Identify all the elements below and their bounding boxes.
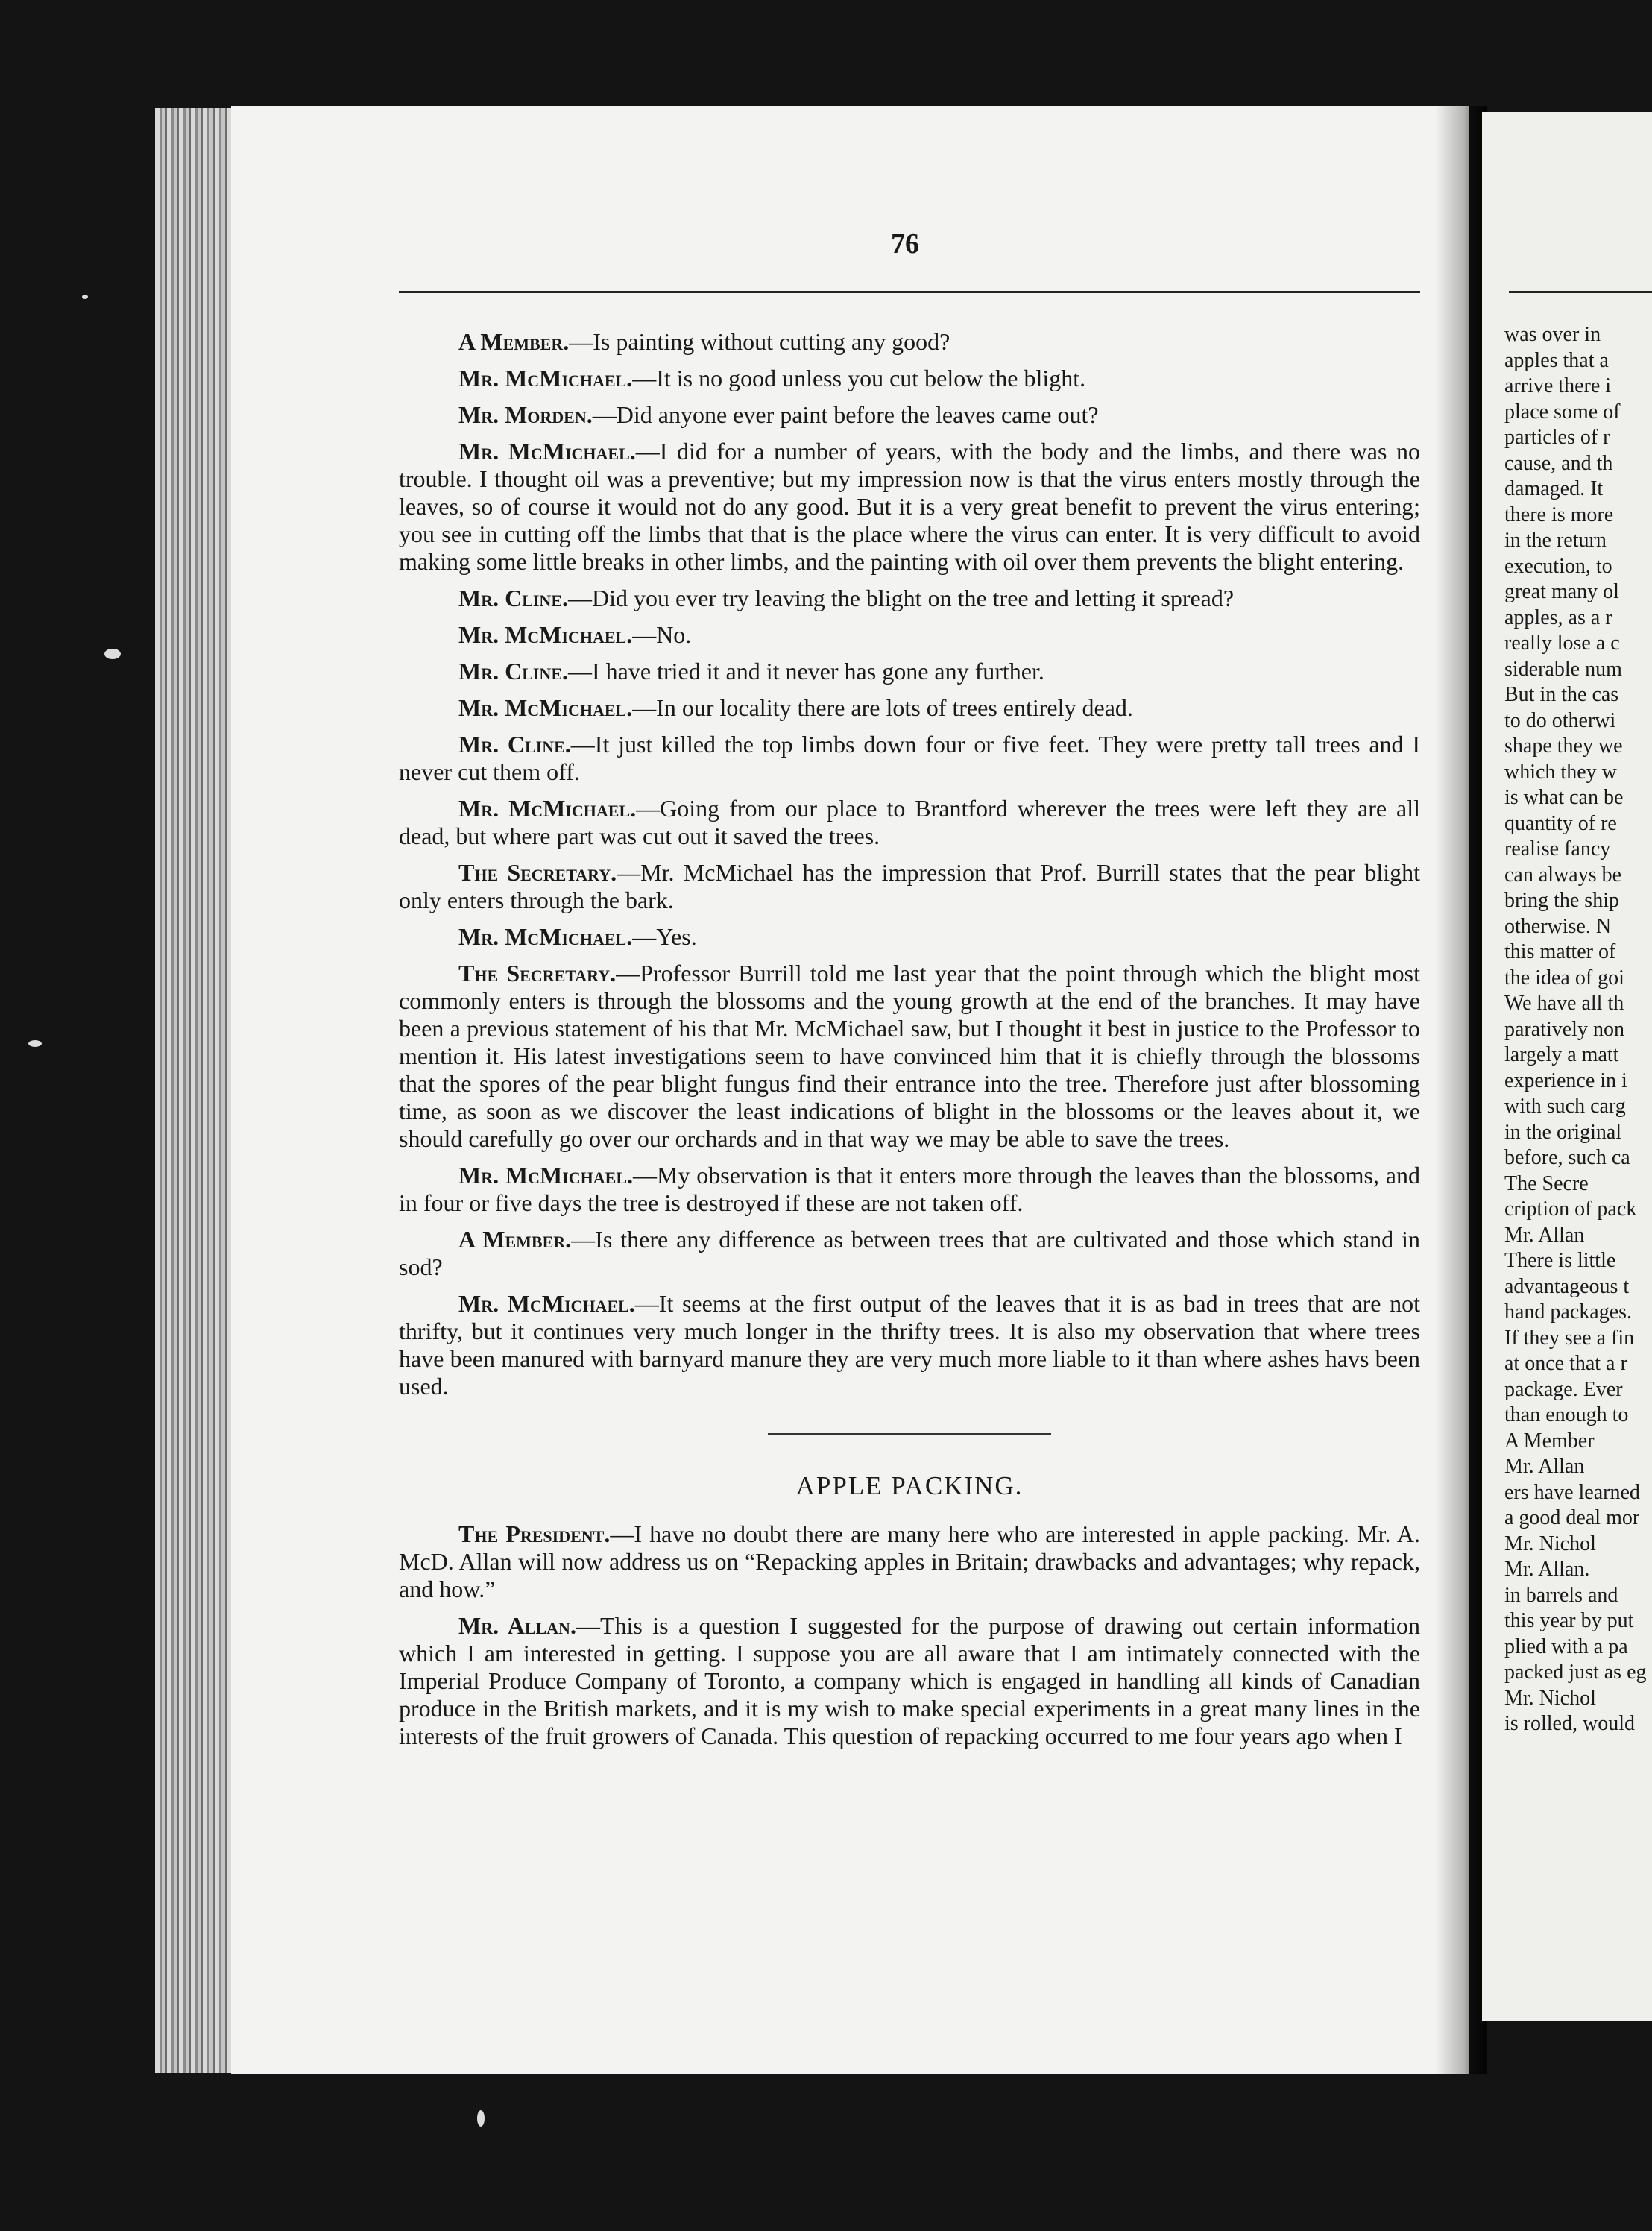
right-page-line: than enough to [1504, 1403, 1629, 1426]
section-heading: APPLE PACKING. [795, 1471, 1024, 1500]
speaker-name: Mr. McMichael. [458, 923, 633, 950]
right-page-line: Mr. Allan. [1504, 1558, 1590, 1581]
dialogue-paragraph [399, 960, 1420, 1153]
right-page-line: which they w [1504, 760, 1617, 784]
dialogue-paragraph [399, 923, 1420, 951]
speaker-name: The President. [458, 1520, 611, 1547]
right-page-line: the idea of goi [1504, 966, 1624, 989]
right-page-line: at once that a r [1504, 1352, 1627, 1375]
right-page-line: If they see a fin [1504, 1326, 1635, 1350]
right-page-line: apples, as a r [1504, 605, 1612, 629]
paragraph-text: —It seems at the first output of the leaves that it is as bad in trees that are not thrifty, but it continues very much longer in the thrifty trees. It is also my observation that where trees have been manured with barnyard manure they are very much more liable to it than where ashes havs been used. [399, 1290, 1420, 1400]
paragraph-text: —Going from our place to Brantford wherever the trees were left they are all dead, but where part was cut out it saved the trees. [399, 795, 1421, 849]
dialogue-paragraph [399, 1162, 1420, 1217]
paragraph-text: —I have tried it and it never has gone any further. [568, 658, 1044, 685]
paragraph-text: —Professor Burrill told me last year that the point through which the blight most commonly enters is through the blossoms and the young growth at the end of the branches. It may have been a previous statement of his that Mr. McMichael saw, but I thought it best in justice to the Professor to mention it. His latest investigations seem to have convinced him that it is chiefly through the blossoms that the spores of the pear blight fungus find their entrance into the tree. Therefore just after blossoming time, as soon as we discover the least indications of blight in the blossoms or the leaves about it, we should carefully go over our orchards and in that way we may be able to save the trees. [399, 960, 1421, 1152]
speaker-name: Mr. Cline. [458, 658, 568, 685]
scan-speck [28, 1040, 42, 1047]
right-page-rule [1509, 291, 1652, 293]
speaker-name: Mr. McMichael. [458, 1162, 634, 1189]
right-page-line: in the original [1504, 1120, 1622, 1144]
right-page-line: We have all th [1504, 992, 1624, 1015]
right-page-line: plied with a pa [1504, 1634, 1628, 1658]
dialogue-paragraph [399, 438, 1420, 576]
right-page-line: largely a matt [1504, 1043, 1619, 1066]
dialogue-paragraph [399, 1290, 1420, 1400]
right-page-line: particles of r [1504, 426, 1610, 449]
right-page-line: The Secre [1504, 1171, 1589, 1195]
right-page-line: experience in i [1504, 1069, 1627, 1092]
book-gutter [1435, 106, 1487, 2074]
right-page-line: with such carg [1504, 1095, 1626, 1118]
speaker-name: Mr. Allan. [458, 1612, 576, 1639]
right-page-text [1504, 322, 1652, 1737]
right-page-line: ers have learned [1504, 1480, 1640, 1504]
dialogue-paragraph [399, 1612, 1420, 1750]
section-divider [768, 1433, 1051, 1435]
paragraph-text: —Mr. McMichael has the impression that Prof. Burrill states that the pear blight only enters through the bark. [399, 859, 1420, 913]
paragraph-text: —Yes. [632, 923, 697, 950]
section-paragraphs [399, 1520, 1420, 1750]
right-page-line: in the return [1504, 529, 1607, 552]
dialogue-paragraph [399, 731, 1420, 786]
right-page-line: was over in [1504, 323, 1601, 346]
paragraph-text: —It is no good unless you cut below the blight. [632, 365, 1086, 391]
right-page-line: there is more [1504, 503, 1614, 526]
dialogue-paragraph [399, 1520, 1420, 1603]
speaker-name: Mr. Cline. [458, 585, 568, 611]
right-page-line: this year by put [1504, 1609, 1634, 1632]
dialogue-paragraph [399, 1226, 1420, 1281]
right-page-line: arrive there i [1504, 374, 1612, 397]
right-page-line: shape they we [1504, 734, 1623, 758]
header-rule [399, 291, 1420, 293]
right-page-line: hand packages. [1504, 1300, 1633, 1324]
right-page-line: advantageous t [1504, 1274, 1630, 1298]
dialogue-paragraph [399, 585, 1420, 612]
speaker-name: Mr. McMichael. [458, 1290, 635, 1317]
right-page-line: realise fancy [1504, 837, 1611, 860]
right-page-line: execution, to [1504, 554, 1612, 578]
right-page-line: Mr. Allan [1504, 1223, 1585, 1247]
right-page-line: package. Ever [1504, 1377, 1623, 1401]
right-page-line: bring the ship [1504, 889, 1619, 912]
paragraph-text: —Did anyone ever paint before the leaves came out? [592, 401, 1099, 428]
speaker-name: Mr. McMichael. [458, 694, 633, 721]
paragraph-text: —Is there any difference as between trees that are cultivated and those which stand in sod? [399, 1226, 1420, 1280]
page-content [399, 328, 1420, 1759]
right-page-line: a good deal mor [1504, 1506, 1640, 1529]
right-page-line: really lose a c [1504, 632, 1620, 655]
right-page-line: is what can be [1504, 786, 1624, 809]
right-page-line: siderable num [1504, 657, 1622, 681]
speaker-name: Mr. McMichael. [458, 621, 633, 648]
scan-speck [82, 295, 88, 299]
right-page-line: paratively non [1504, 1017, 1624, 1041]
right-page-line: can always be [1504, 863, 1622, 887]
right-page-line: is rolled, would [1504, 1712, 1635, 1735]
paragraph-text: —In our locality there are lots of trees entirely dead. [632, 694, 1133, 721]
dialogue-paragraphs [399, 328, 1420, 1400]
right-page-line: this matter of [1504, 940, 1616, 963]
speaker-name: The Secretary. [458, 960, 617, 987]
speaker-name: A Member. [458, 1226, 572, 1253]
right-page-line: apples that a [1504, 348, 1609, 372]
right-page-line: place some of [1504, 400, 1621, 424]
right-page-line: great many ol [1504, 580, 1619, 603]
speaker-name: Mr. McMichael. [458, 365, 633, 391]
book-page-edges [155, 108, 234, 2073]
scan-speck [104, 649, 121, 659]
scan-speck [477, 2110, 485, 2127]
paragraph-text: —No. [632, 621, 692, 648]
paragraph-text: —I did for a number of years, with the body and the limbs, and there was no trouble. I thought oil was a preventive; but my impression now is that the virus enters mostly through the leaves, so of course it would not do any good. But it is a very great benefit to prevent the virus entering; you see in cutting off the limbs that that is the place where the virus can enter. It is very difficult to avoid making some little breaks in other limbs, and the painting with oil over them prevents the blight entering. [399, 438, 1421, 575]
dialogue-paragraph [399, 859, 1420, 914]
dialogue-paragraph [399, 658, 1420, 685]
paragraph-text: —This is a question I suggested for the purpose of drawing out certain information which I am interested in getting. I suppose you are all aware that I am intimately connected with the Imperial Produce Company of Toronto, a company which is engaged in handling all kinds of Canadian produce in the British markets, and it is my wish to make special experiments in a great many lines in the interests of the fruit growers of Canada. This question of repacking occurred to me four years ago when I [399, 1612, 1421, 1749]
paragraph-text: —I have no doubt there are many here who are interested in apple packing. Mr. A. McD. Allan will now address us on “Repacking apples in Britain; drawbacks and advantages; why repack, and how.” [399, 1520, 1420, 1602]
right-page-line: Mr. Allan [1504, 1455, 1585, 1478]
right-page-line: in barrels and [1504, 1583, 1618, 1607]
dialogue-paragraph [399, 365, 1420, 392]
right-page-line: But in the cas [1504, 683, 1619, 706]
right-page-line: There is little [1504, 1249, 1616, 1272]
right-page-line: before, such ca [1504, 1146, 1630, 1169]
right-page-line: damaged. It [1504, 477, 1604, 500]
dialogue-paragraph [399, 401, 1420, 429]
right-page-line: to do otherwi [1504, 708, 1616, 732]
speaker-name: A Member. [458, 328, 570, 355]
paragraph-text: —Is painting without cutting any good? [569, 328, 950, 355]
page-number: 76 [891, 228, 919, 259]
right-page-line: cause, and th [1504, 451, 1613, 475]
dialogue-paragraph [399, 694, 1420, 722]
speaker-name: Mr. Morden. [458, 401, 593, 428]
speaker-name: Mr. McMichael. [458, 438, 636, 465]
speaker-name: Mr. Cline. [458, 731, 571, 758]
dialogue-paragraph [399, 328, 1420, 356]
paragraph-text: —It just killed the top limbs down four or five feet. They were pretty tall trees and I never cut them off. [399, 731, 1421, 785]
dialogue-paragraph [399, 795, 1420, 850]
right-page [1482, 112, 1652, 2021]
right-page-line: packed just as eg [1504, 1661, 1647, 1684]
right-page-line: quantity of re [1504, 811, 1617, 835]
right-page-line: Mr. Nichol [1504, 1686, 1596, 1710]
speaker-name: Mr. McMichael. [458, 795, 637, 822]
speaker-name: The Secretary. [458, 859, 617, 886]
right-page-line: Mr. Nichol [1504, 1532, 1596, 1555]
right-page-line: A Member [1504, 1429, 1595, 1453]
dialogue-paragraph [399, 621, 1420, 649]
right-page-line: cription of pack [1504, 1198, 1637, 1221]
paragraph-text: —My observation is that it enters more through the leaves than the blossoms, and in four or five days the tree is destroyed if these are not taken off. [399, 1162, 1420, 1216]
paragraph-text: —Did you ever try leaving the blight on the tree and letting it spread? [568, 585, 1235, 611]
right-page-line: otherwise. N [1504, 914, 1612, 938]
